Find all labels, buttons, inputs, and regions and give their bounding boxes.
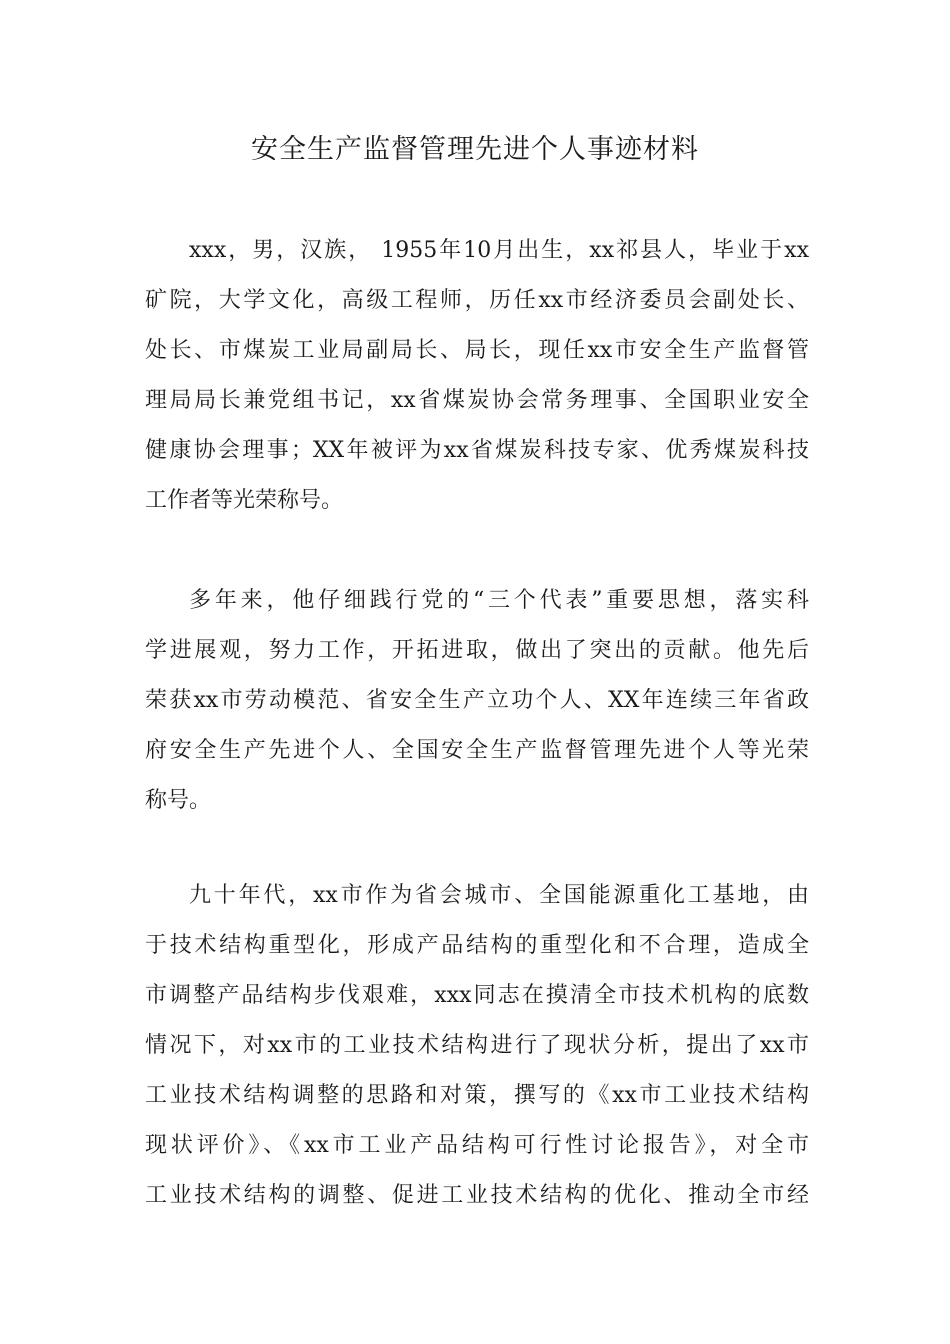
paragraph-line: 称号。 [145,788,212,813]
paragraph-line: 理局局长兼党组书记，xx省煤炭协会常务理事、全国职业安全 [145,388,809,413]
paragraph-line: 情况下，对xx市的工业技术结构进行了现状分析，提出了xx市 [145,1033,809,1058]
paragraph-3 [145,871,809,1221]
paragraph-line: 矿院，大学文化，高级工程师，历任xx市经济委员会副处长、 [145,288,809,313]
paragraph-line: 健康协会理事；XX年被评为xx省煤炭科技专家、优秀煤炭科技 [145,438,809,463]
paragraph-line: 于技术结构重型化，形成产品结构的重型化和不合理，造成全 [145,933,809,958]
paragraph-line: 工业技术结构调整的思路和对策，撰写的《xx市工业技术结构 [145,1083,809,1108]
paragraph-line: 处长、市煤炭工业局副局长、局长，现任xx市安全生产监督管 [145,338,809,363]
paragraph-2 [145,576,809,826]
paragraph-line: xxx，男，汉族， 1955年10月出生，xx祁县人，毕业于xx [189,238,809,263]
paragraph-line: 九十年代，xx市作为省会城市、全国能源重化工基地，由 [189,883,809,908]
paragraph-line: 荣获xx市劳动模范、省安全生产立功个人、XX年连续三年省政 [145,688,809,713]
paragraph-1 [145,226,809,526]
paragraph-line: 府安全生产先进个人、全国安全生产监督管理先进个人等光荣 [145,738,809,763]
paragraph-line: 工作者等光荣称号。 [145,488,344,513]
paragraph-line: 市调整产品结构步伐艰难，xxx同志在摸清全市技术机构的底数 [145,983,809,1008]
document-title: 安全生产监督管理先进个人事迹材料 [251,134,699,165]
paragraph-line: 学进展观，努力工作，开拓进取，做出了突出的贡献。他先后 [145,638,809,663]
paragraph-line: 工业技术结构的调整、促进工业技术结构的优化、推动全市经 [145,1183,809,1208]
paragraph-line: 多年来，他仔细践行党的“三个代表”重要思想，落实科 [189,588,809,613]
paragraph-line: 现状评价》、《xx市工业产品结构可行性讨论报告》，对全市 [145,1133,809,1158]
